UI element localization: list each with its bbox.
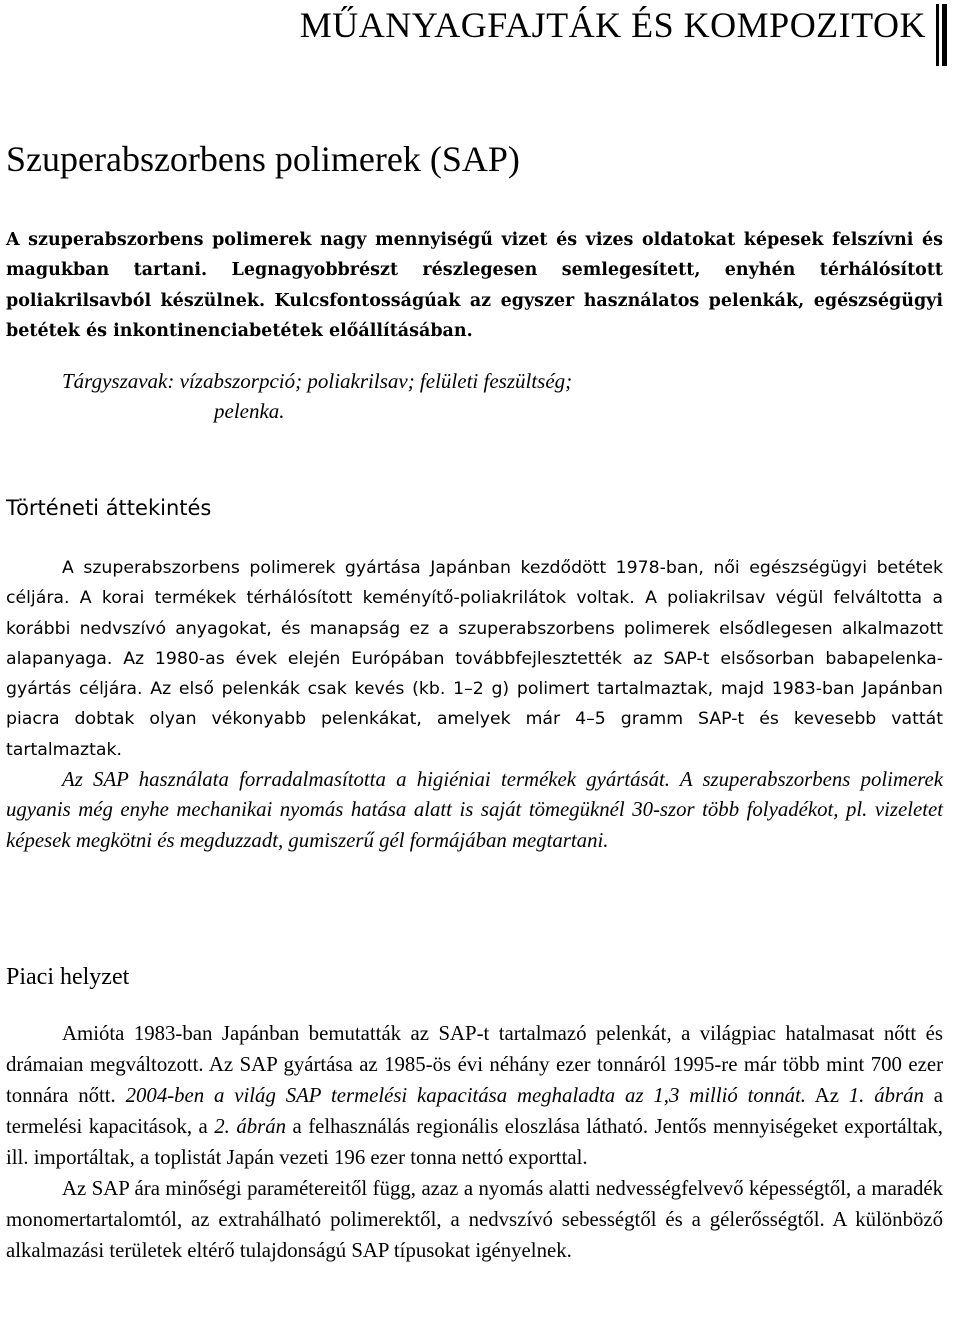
market-p1-text-e: a termelési kapacitások, a (6, 1084, 944, 1138)
article-abstract: A szuperabszorbens polimerek nagy mennyiségű vizet és vizes oldatokat képesek felszívni és magukban tartani. Legnagyobbrészt részlegesen semlegesített, enyhén térhálósított poliakrilsavból készülnek. Kulcsfontosságúak az egyszer használatos pelenkák, egészségügyi betétek és inkontinenciabetétek előállításában. (6, 230, 943, 341)
market-paragraph-2: Az SAP ára minőségi paramétereitől függ, azaz a nyomás alatti nedvességfelvevő képességtől, a maradék monomertartalomtól, az extrahálható polimerektől, a nedvszívó sebességtől és a gélerősségtől. A különböző alkalmazási területek eltérő tulajdonságú SAP típusokat igényelnek. (6, 1177, 943, 1262)
keywords (62, 366, 782, 426)
market-p1-text-a: Amióta 1983-ban Japánban bemutatták az SAP-t tartalmazó pelenkát, a világpiac hatalmasat nőtt és drámaian megváltozott. Az SAP gyártása az 1985-ös évi néhány ezer tonnáról 1995-re már több mint 700 ezer tonnára nőtt. (6, 1022, 943, 1107)
section-title-market: Piaci helyzet (6, 964, 130, 990)
section-title-history: Történeti áttekintés (6, 496, 212, 520)
article-title: Szuperabszorbens polimerek (SAP) (6, 139, 520, 179)
market-p1-italic-capacity: 2004-ben a világ SAP termelési kapacitása meghaladta az 1,3 millió tonnát. (125, 1084, 806, 1107)
section-body-market (6, 1018, 943, 1266)
page-header (0, 4, 950, 48)
market-p1-text-g: a felhasználás regionális eloszlása látható. Jentős mennyiségeket exportáltak, ill. importáltak, a toplistát Japán vezeti 196 ezer tonna nettó exporttal. (6, 1115, 943, 1169)
section-body-history (6, 553, 943, 856)
header-title: MŰANYAGFAJTÁK ÉS KOMPOZITOK (299, 5, 926, 45)
header-rule-thick (942, 4, 947, 66)
market-p1-text-c: Az (805, 1084, 849, 1107)
figure-2-reference: 2. ábrán (214, 1115, 287, 1138)
market-paragraph-1 (6, 1018, 943, 1173)
header-rule-thin (936, 4, 939, 66)
history-paragraph-1: A szuperabszorbens polimerek gyártása Japánban kezdődött 1978-ban, női egészségügyi betétek céljára. A korai termékek térhálósított keményítő-poliakrilátok voltak. A poliakrilsav végül felváltotta a korábbi nedvszívó anyagokat, és manapság ez a szuperabszorbens polimerek elsődlegesen alkalmazott alapanyaga. Az 1980-as évek elején Európában továbbfejlesztették az SAP-t elsősorban babapelenka-gyártás céljára. Az első pelenkák csak kevés (kb. 1–2 g) polimert tartalmaztak, majd 1983-ban Japánban piacra dobtak olyan vékonyabb pelenkákat, amelyek már 4–5 gramm SAP-t és kevesebb vattát tartalmaztak. (6, 558, 943, 760)
history-paragraph-2: Az SAP használata forradalmasította a higiéniai termékek gyártását. A szuperabszorbens polimerek ugyanis még enyhe mechanikai nyomás hatása alatt is saját tömegüknél 30-szor több folyadékot, pl. vizeletet képesek megkötni és megduzzadt, gumiszerű gél formájában megtartani. (6, 768, 943, 852)
keywords-line-1: Tárgyszavak: vízabszorpció; poliakrilsav; felületi feszültség; (62, 369, 573, 393)
keywords-line-2: pelenka. (214, 399, 285, 423)
figure-1-reference: 1. ábrán (848, 1084, 924, 1107)
